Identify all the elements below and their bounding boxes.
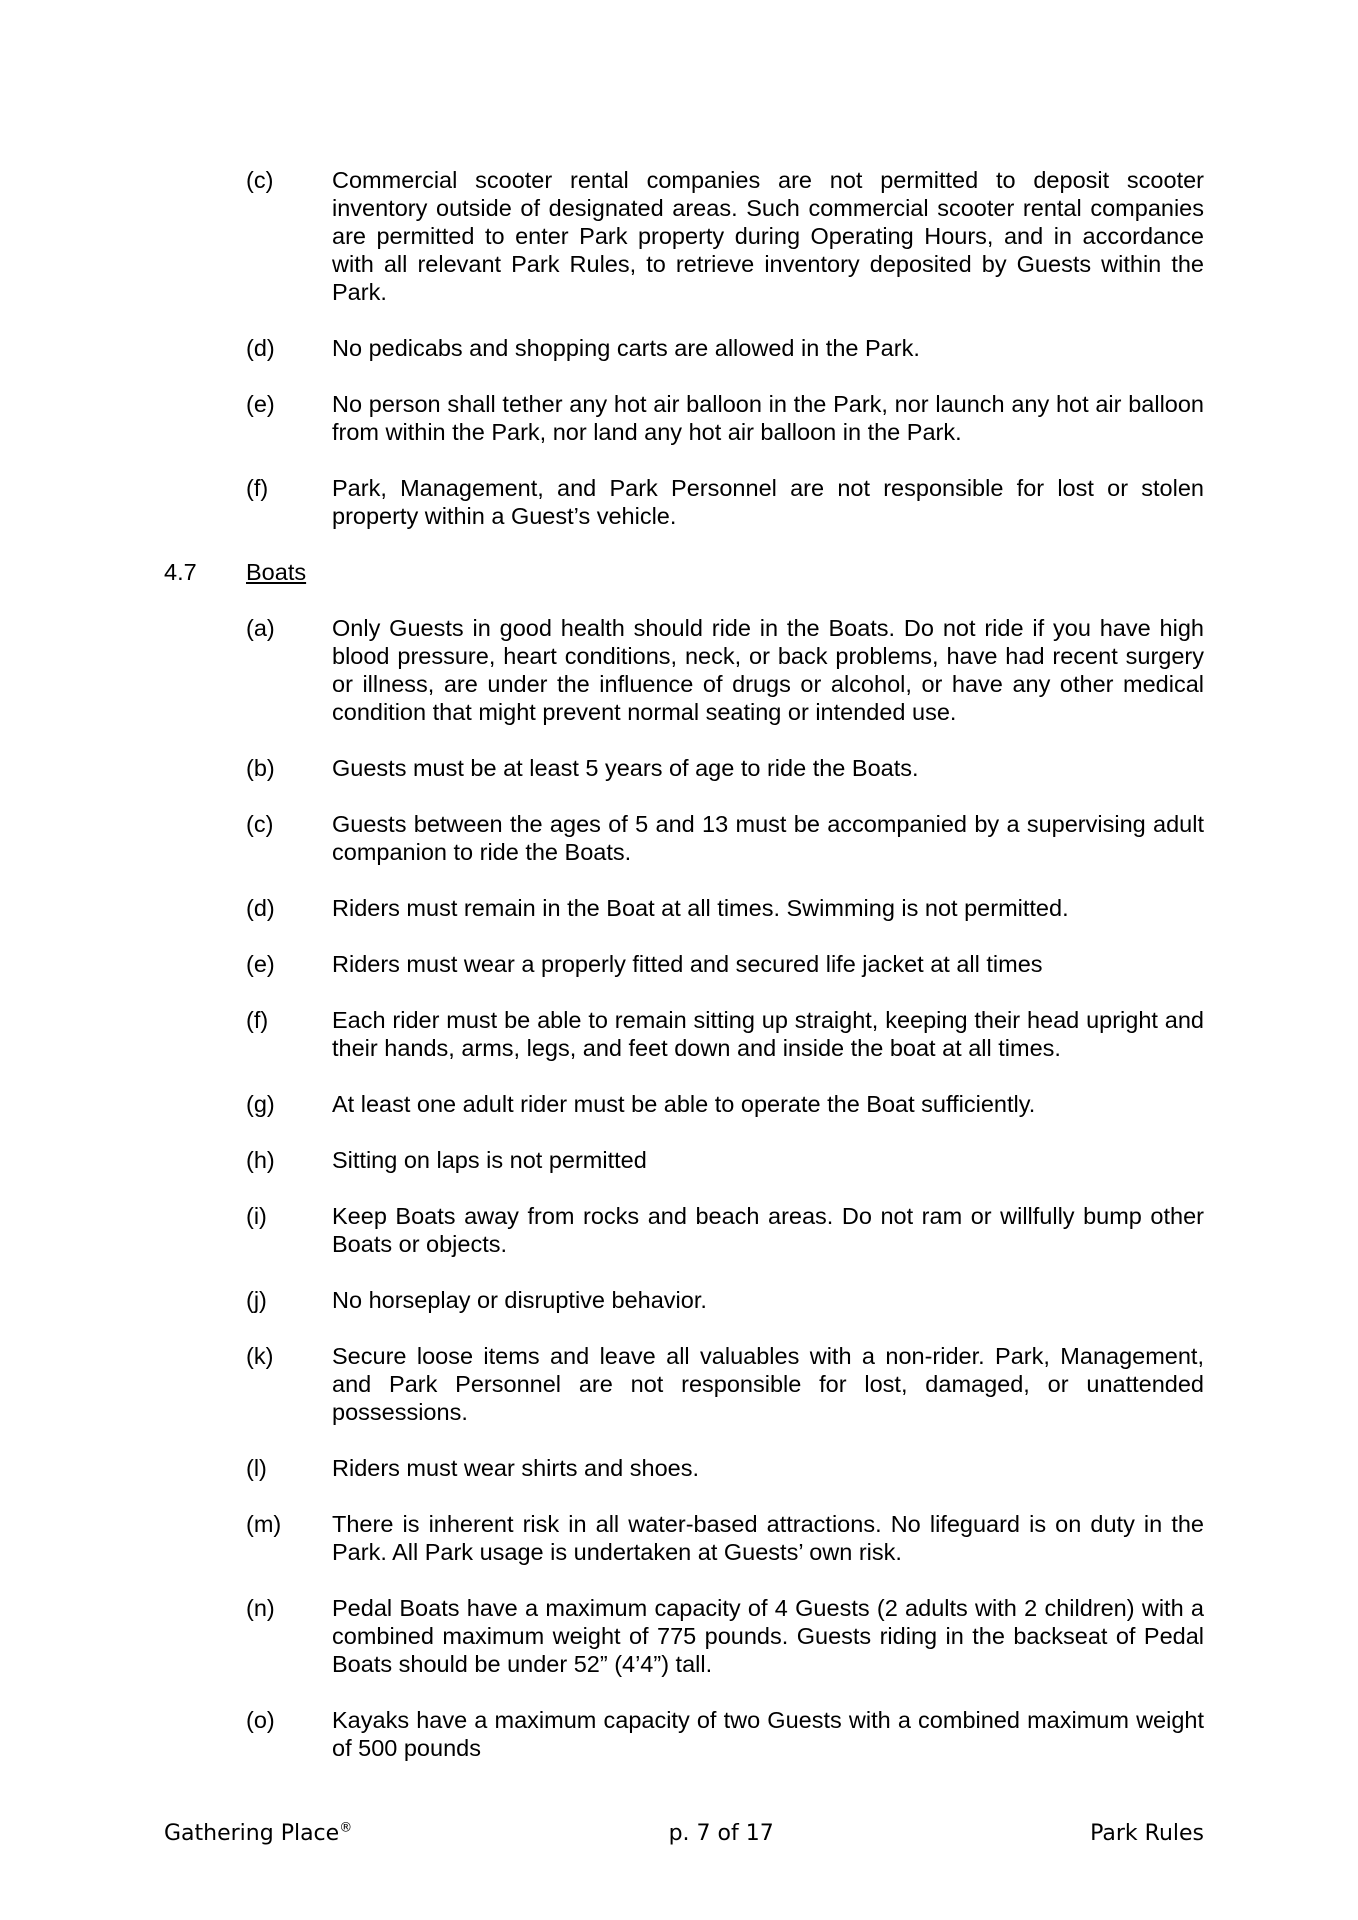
item-letter: (f) bbox=[246, 475, 269, 501]
item-letter: (b) bbox=[246, 755, 275, 781]
list-item bbox=[246, 754, 1204, 782]
registered-mark: ® bbox=[339, 1820, 353, 1836]
item-text: Guests between the ages of 5 and 13 must be accompanied by a supervising adult companion to ride the Boats. bbox=[332, 811, 1204, 865]
page-number: p. 7 of 17 bbox=[668, 1821, 774, 1846]
page-footer bbox=[164, 1820, 1204, 1848]
section-heading bbox=[164, 558, 306, 586]
item-text: Kayaks have a maximum capacity of two Guests with a combined maximum weight of 500 pounds bbox=[332, 1707, 1204, 1761]
list-item bbox=[246, 390, 1204, 446]
item-text: No horseplay or disruptive behavior. bbox=[332, 1287, 707, 1313]
section-number: 4.7 bbox=[164, 559, 197, 585]
list-item bbox=[246, 474, 1204, 530]
item-text: Riders must remain in the Boat at all times. Swimming is not permitted. bbox=[332, 895, 1069, 921]
item-letter: (a) bbox=[246, 615, 275, 641]
item-letter: (l) bbox=[246, 1455, 267, 1481]
item-letter: (e) bbox=[246, 391, 275, 417]
item-text: There is inherent risk in all water-based attractions. No lifeguard is on duty in the Park. All Park usage is undertaken at Guests’ own risk. bbox=[332, 1511, 1204, 1565]
item-letter: (e) bbox=[246, 951, 275, 977]
list-item bbox=[246, 1090, 1204, 1118]
item-text: Each rider must be able to remain sitting up straight, keeping their head upright and their hands, arms, legs, and feet down and inside the boat at all times. bbox=[332, 1007, 1204, 1061]
item-letter: (d) bbox=[246, 335, 275, 361]
list-item bbox=[246, 1202, 1204, 1258]
item-text: Pedal Boats have a maximum capacity of 4 Guests (2 adults with 2 children) with a combined maximum weight of 775 pounds. Guests riding in the backseat of Pedal Boats should be under 52” (4’4”) tall. bbox=[332, 1595, 1204, 1677]
list-item bbox=[246, 950, 1204, 978]
item-letter: (f) bbox=[246, 1007, 269, 1033]
item-letter: (c) bbox=[246, 167, 274, 193]
item-text: Sitting on laps is not permitted bbox=[332, 1147, 647, 1173]
list-item bbox=[246, 894, 1204, 922]
item-letter: (i) bbox=[246, 1203, 267, 1229]
item-letter: (m) bbox=[246, 1511, 282, 1537]
item-letter: (c) bbox=[246, 811, 274, 837]
list-item bbox=[246, 810, 1204, 866]
list-item bbox=[246, 1454, 1204, 1482]
item-text: Secure loose items and leave all valuables with a non-rider. Park, Management, and Park Personnel are not responsible for lost, damaged, or unattended possessions. bbox=[332, 1343, 1204, 1425]
item-letter: (j) bbox=[246, 1287, 267, 1313]
item-letter: (k) bbox=[246, 1343, 274, 1369]
list-item bbox=[246, 166, 1204, 306]
list-item bbox=[246, 1286, 1204, 1314]
rules-list-boats bbox=[246, 614, 1204, 1790]
item-text: Only Guests in good health should ride in the Boats. Do not ride if you have high blood pressure, heart conditions, neck, or back problems, have had recent surgery or illness, are under the influence of drugs or alcohol, or have any other medical condition that might prevent normal seating or intended use. bbox=[332, 615, 1204, 725]
footer-left bbox=[164, 1820, 352, 1848]
item-text: Guests must be at least 5 years of age to ride the Boats. bbox=[332, 755, 919, 781]
item-letter: (g) bbox=[246, 1091, 275, 1117]
item-letter: (d) bbox=[246, 895, 275, 921]
item-text: Park, Management, and Park Personnel are not responsible for lost or stolen property within a Guest’s vehicle. bbox=[332, 475, 1204, 529]
item-letter: (h) bbox=[246, 1147, 275, 1173]
rules-list-vehicles bbox=[246, 166, 1204, 558]
footer-right: Park Rules bbox=[1090, 1821, 1204, 1846]
item-text: Commercial scooter rental companies are not permitted to deposit scooter inventory outside of designated areas. Such commercial scooter rental companies are permitted to enter Park property during Operating Hours, and in accordance with all relevant Park Rules, to retrieve inventory deposited by Guests within the Park. bbox=[332, 167, 1204, 305]
item-text: Keep Boats away from rocks and beach areas. Do not ram or willfully bump other Boats or objects. bbox=[332, 1203, 1204, 1257]
item-letter: (o) bbox=[246, 1707, 275, 1733]
list-item bbox=[246, 1006, 1204, 1062]
section-title: Boats bbox=[246, 559, 307, 585]
item-text: At least one adult rider must be able to operate the Boat sufficiently. bbox=[332, 1091, 1036, 1117]
list-item bbox=[246, 614, 1204, 726]
list-item bbox=[246, 1342, 1204, 1426]
list-item bbox=[246, 334, 1204, 362]
list-item bbox=[246, 1146, 1204, 1174]
item-letter: (n) bbox=[246, 1595, 275, 1621]
item-text: Riders must wear a properly fitted and secured life jacket at all times bbox=[332, 951, 1043, 977]
footer-brand: Gathering Place bbox=[164, 1821, 340, 1846]
item-text: Riders must wear shirts and shoes. bbox=[332, 1455, 700, 1481]
item-text: No pedicabs and shopping carts are allowed in the Park. bbox=[332, 335, 920, 361]
list-item bbox=[246, 1706, 1204, 1762]
list-item bbox=[246, 1510, 1204, 1566]
item-text: No person shall tether any hot air balloon in the Park, nor launch any hot air balloon from within the Park, nor land any hot air balloon in the Park. bbox=[332, 391, 1204, 445]
list-item bbox=[246, 1594, 1204, 1678]
